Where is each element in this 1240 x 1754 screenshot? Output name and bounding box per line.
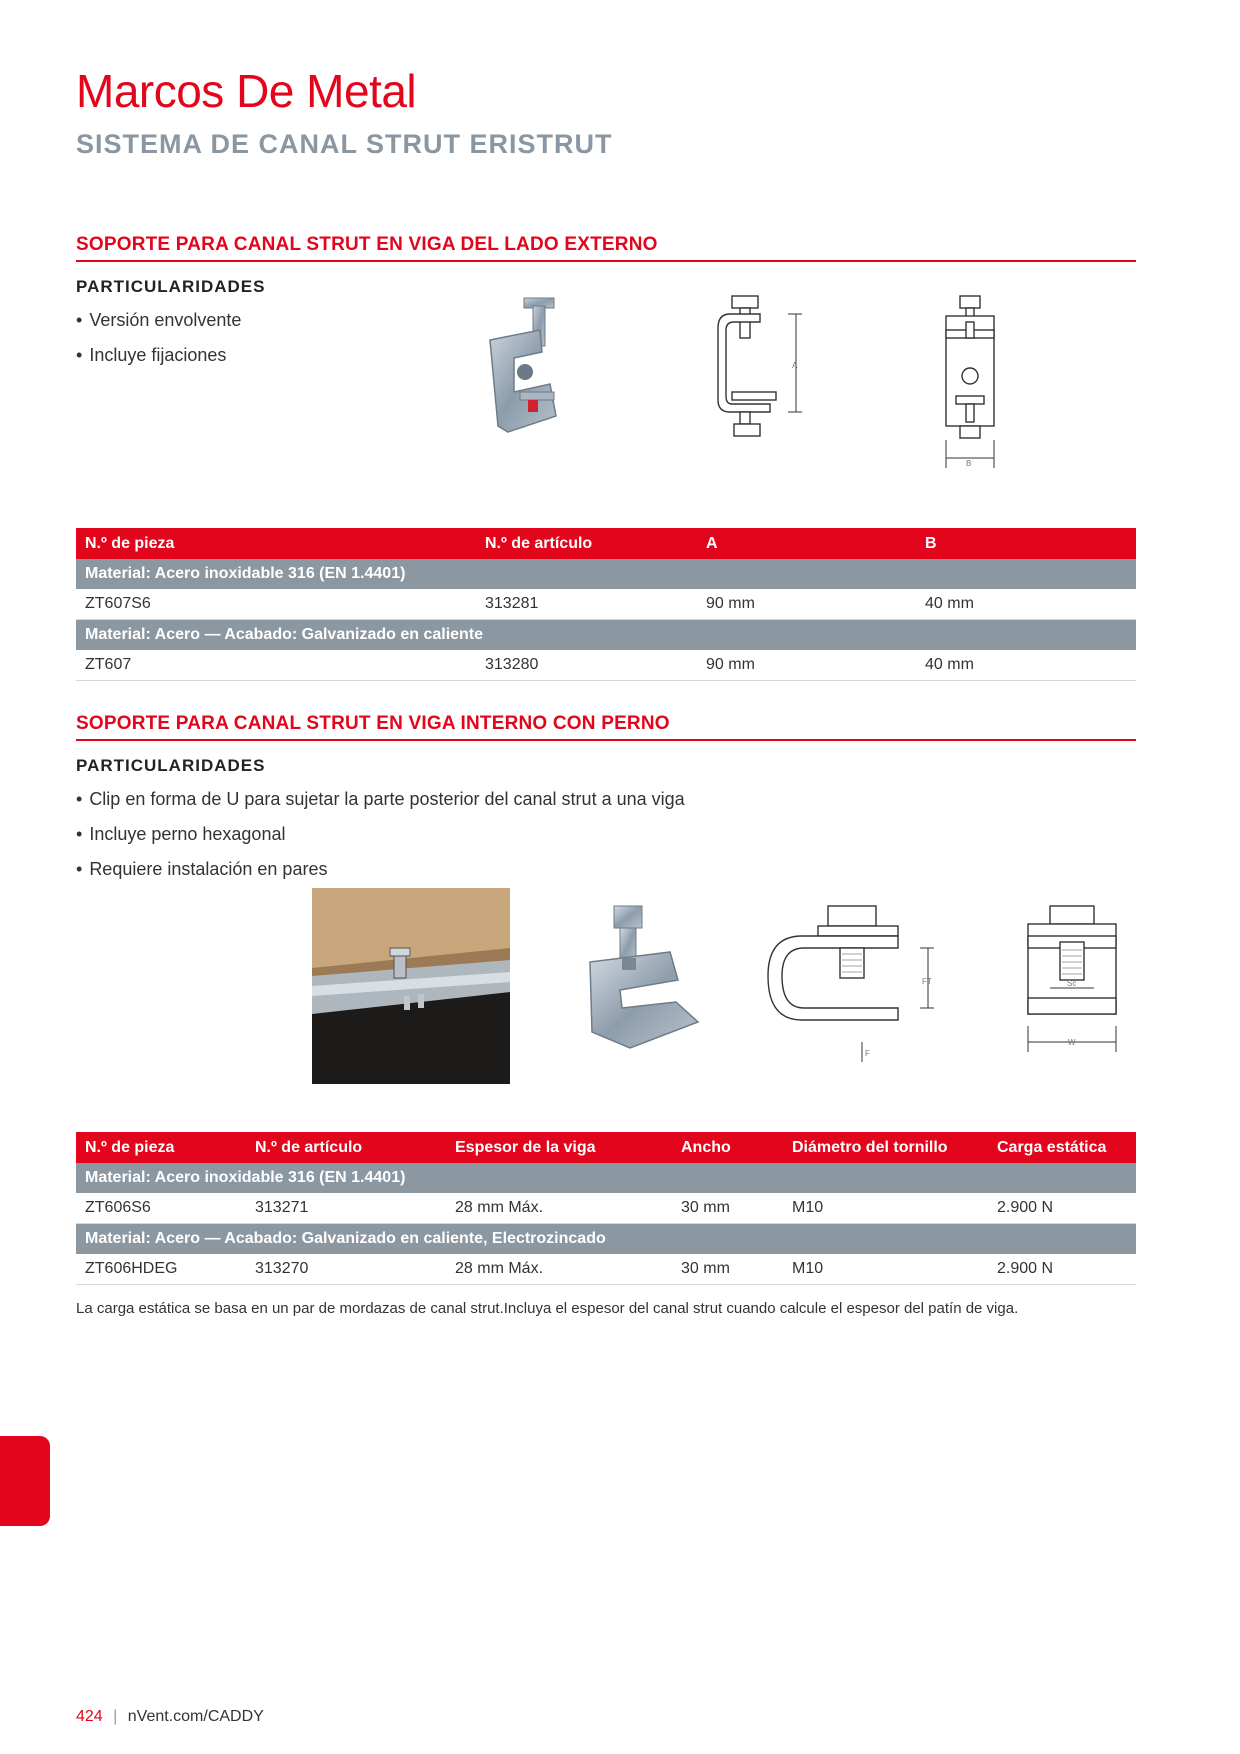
material-label: Material: Acero — Acabado: Galvanizado en caliente [76,620,1136,651]
column-header: N.º de pieza [76,1132,246,1163]
feature-item: • Requiere instalación en pares [76,852,685,887]
column-header: Ancho [672,1132,783,1163]
installation-photo [312,888,510,1084]
dimension-label-w: W [1068,1038,1076,1047]
table-header-row [76,1132,1136,1163]
column-header: N.º de pieza [76,528,476,559]
page-subtitle: SISTEMA DE CANAL STRUT ERISTRUT [76,129,613,159]
features-list [76,303,241,373]
column-header: N.º de artículo [246,1132,446,1163]
table-cell: 28 mm Máx. [446,1254,672,1285]
table-cell: 2.900 N [988,1193,1136,1224]
table-cell: 313271 [246,1193,446,1224]
table-cell: 313270 [246,1254,446,1285]
table-cell: 90 mm [697,650,916,681]
dimension-label-f: F [865,1049,870,1058]
dimension-label-a: A [792,361,798,370]
column-header: Diámetro del tornillo [783,1132,988,1163]
table-cell: 90 mm [697,589,916,620]
spec-table-internal-clamp [76,1132,1136,1285]
material-row [76,1224,1136,1255]
product-photo-internal-clamp [570,902,710,1052]
material-label: Material: Acero inoxidable 316 (EN 1.4401) [76,559,1136,589]
dimension-label-sc: Sc [1067,979,1077,988]
features-title: PARTICULARIDADES [76,277,266,296]
dimension-label-ft: FT [922,977,932,986]
table-cell: 2.900 N [988,1254,1136,1285]
feature-item: • Clip en forma de U para sujetar la parte posterior del canal strut a una viga [76,782,685,817]
feature-item: • Versión envolvente [76,303,241,338]
table-cell: 30 mm [672,1254,783,1285]
table-cell: M10 [783,1193,988,1224]
table-row [76,1254,1136,1285]
features-title: PARTICULARIDADES [76,756,266,775]
material-label: Material: Acero inoxidable 316 (EN 1.4401) [76,1163,1136,1193]
table-cell: ZT607S6 [76,589,476,620]
spec-table-external-clamp [76,528,1136,681]
feature-item: • Incluye perno hexagonal [76,817,685,852]
table-cell: M10 [783,1254,988,1285]
table-cell: ZT606S6 [76,1193,246,1224]
table-header-row [76,528,1136,559]
table-cell: 28 mm Máx. [446,1193,672,1224]
material-row [76,620,1136,651]
diagram-internal-clamp-front [1022,902,1122,1062]
table-cell: 313280 [476,650,697,681]
column-header: A [697,528,916,559]
table-cell: ZT607 [76,650,476,681]
table-row [76,1193,1136,1224]
material-label: Material: Acero — Acabado: Galvanizado en caliente, Electrozincado [76,1224,1136,1255]
table-row [76,589,1136,620]
diagram-internal-clamp-side [762,902,942,1072]
table-cell: 40 mm [916,589,1136,620]
footer-url[interactable]: nVent.com/CADDY [127,1708,264,1725]
static-load-note: La carga estática se basa en un par de mordazas de canal strut.Incluya el espesor del canal strut cuando calcule el espesor del patín de viga. [76,1300,1019,1317]
features-list [76,782,685,887]
feature-item: • Incluye fijaciones [76,338,241,373]
column-header: Carga estática [988,1132,1136,1163]
side-tab-marker [0,1436,50,1526]
table-cell: 313281 [476,589,697,620]
material-row [76,1163,1136,1193]
page-footer [76,1708,264,1726]
dimension-label-b: B [966,459,972,468]
page-title: Marcos De Metal [76,65,417,117]
table-cell: ZT606HDEG [76,1254,246,1285]
column-header: N.º de artículo [476,528,697,559]
table-row [76,650,1136,681]
section-heading-external-clamp: SOPORTE PARA CANAL STRUT EN VIGA DEL LADO EXTERNO [76,234,1136,262]
column-header: B [916,528,1136,559]
product-photo-external-clamp [480,292,590,452]
material-row [76,559,1136,589]
diagram-external-clamp-side [710,292,820,452]
footer-separator: | [113,1708,118,1725]
table-cell: 30 mm [672,1193,783,1224]
diagram-external-clamp-front [930,292,1010,472]
column-header: Espesor de la viga [446,1132,672,1163]
table-cell: 40 mm [916,650,1136,681]
page-number: 424 [76,1708,103,1725]
section-heading-internal-clamp: SOPORTE PARA CANAL STRUT EN VIGA INTERNO CON PERNO [76,713,1136,741]
